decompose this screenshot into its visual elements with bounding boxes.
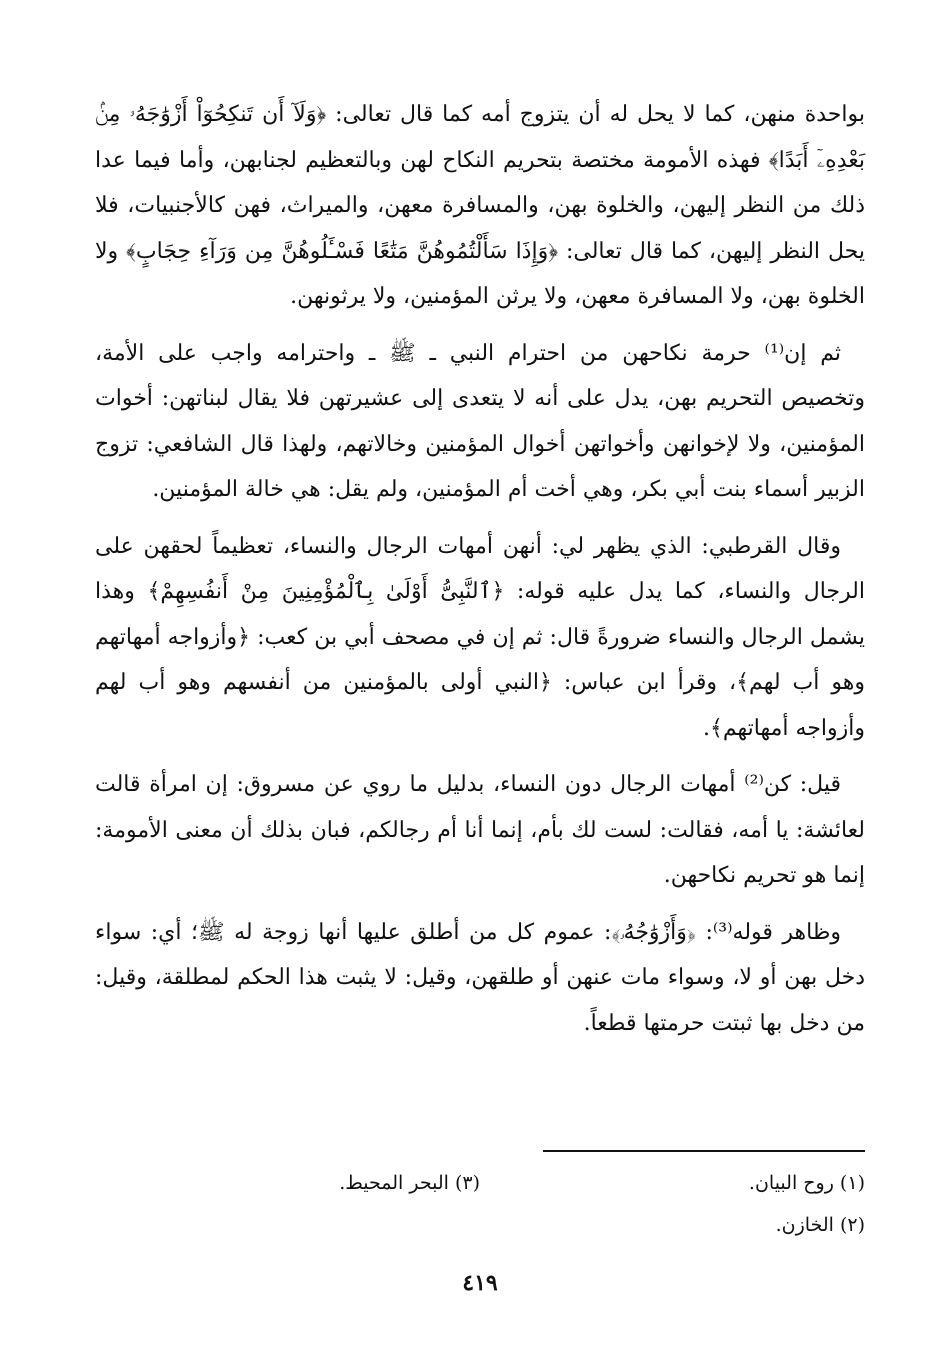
document-page [95,92,865,1312]
main-text [95,92,865,1046]
page-number: ٤١٩ [462,1270,498,1296]
footnote-1: (١) روح البيان. [748,1172,865,1194]
paragraph-5: وظاهر قوله⁽³⁾: ﴿وَأَزْوَٰجُهُۥ﴾: عموم كل من أطلق عليها أنها زوجة له ﷺ؛ أي: سواء دخل بهن أو لا، وسواء مات عنهن أو طلقهن، وقيل: لا يثبت هذا الحكم لمطلقة، وقيل: من دخل بها ثبتت حرمتها قطعاً. [95,919,865,1036]
paragraph-4: قيل: كن⁽²⁾ أمهات الرجال دون النساء، بدليل ما روي عن مسروق: إن امرأة قالت لعائشة: يا أمه، فقالت: لست لك بأم، إنما أنا أم رجالكم، فبان بذلك أن معنى الأمومة: إنما هو تحريم نكاحهن. [95,772,865,888]
footnote-divider [543,1150,865,1152]
footnotes [95,1162,865,1246]
footnote-row [95,1204,865,1246]
footnote-3: (٣) البحر المحيط. [339,1172,480,1194]
footnote-row [95,1162,865,1204]
footnote-2: (٢) الخازن. [775,1214,865,1236]
paragraph-1: بواحدة منهن، كما لا يحل له أن يتزوج أمه كما قال تعالى: ﴿وَلَآ أَن تَنكِحُوٓاْ أَزْوَٰجَهُۥ مِنۢ بَعْدِهِۦٓ أَبَدًا﴾ فهذه الأمومة مختصة بتحريم النكاح لهن وبالتعظيم لجنابهن، وأما فيما عدا ذلك من النظر إليهن، والخلوة بهن، والمسافرة معهن، والميراث، فهن كالأجنبيات، فلا يحل النظر إليهن، كما قال تعالى: ﴿وَإِذَا سَأَلْتُمُوهُنَّ مَتَٰعًا فَسْـَٔلُوهُنَّ مِن وَرَآءِ حِجَابٍ﴾ ولا الخلوة بهن، ولا المسافرة معهن، ولا يرثن المؤمنين، ولا يرثونهن. [95,102,865,309]
paragraph-3: وقال القرطبي: الذي يظهر لي: أنهن أمهات الرجال والنساء، تعظيماً لحقهن على الرجال والنساء، كما يدل عليه قوله: ﴿ٱلنَّبِىُّ أَوْلَىٰ بِٱلْمُؤْمِنِينَ مِنْ أَنفُسِهِمْ﴾ وهذا يشمل الرجال والنساء ضرورةً قال: ثم إن في مصحف أبي بن كعب: ﴿وأزواجه أمهاتهم وهو أب لهم﴾، وقرأ ابن عباس: ﴿النبي أولى بالمؤمنين من أنفسهم وهو أب لهم وأزواجه أمهاتهم﴾. [95,533,865,741]
paragraph-2: ثم إن⁽¹⁾ حرمة نكاحهن من احترام النبي ـ ﷺ ـ واحترامه واجب على الأمة، وتخصيص التحريم بهن، يدل على أنه لا يتعدى إلى عشيرتهن فلا يقال لبناتهن: أخوات المؤمنين، ولا لإخوانهن وأخواتهن أخوال المؤمنين وخالاتهم، ولهذا قال الشافعي: تزوج الزبير أسماء بنت أبي بكر، وهي أخت أم المؤمنين، ولم يقل: هي خالة المؤمنين. [95,340,865,502]
